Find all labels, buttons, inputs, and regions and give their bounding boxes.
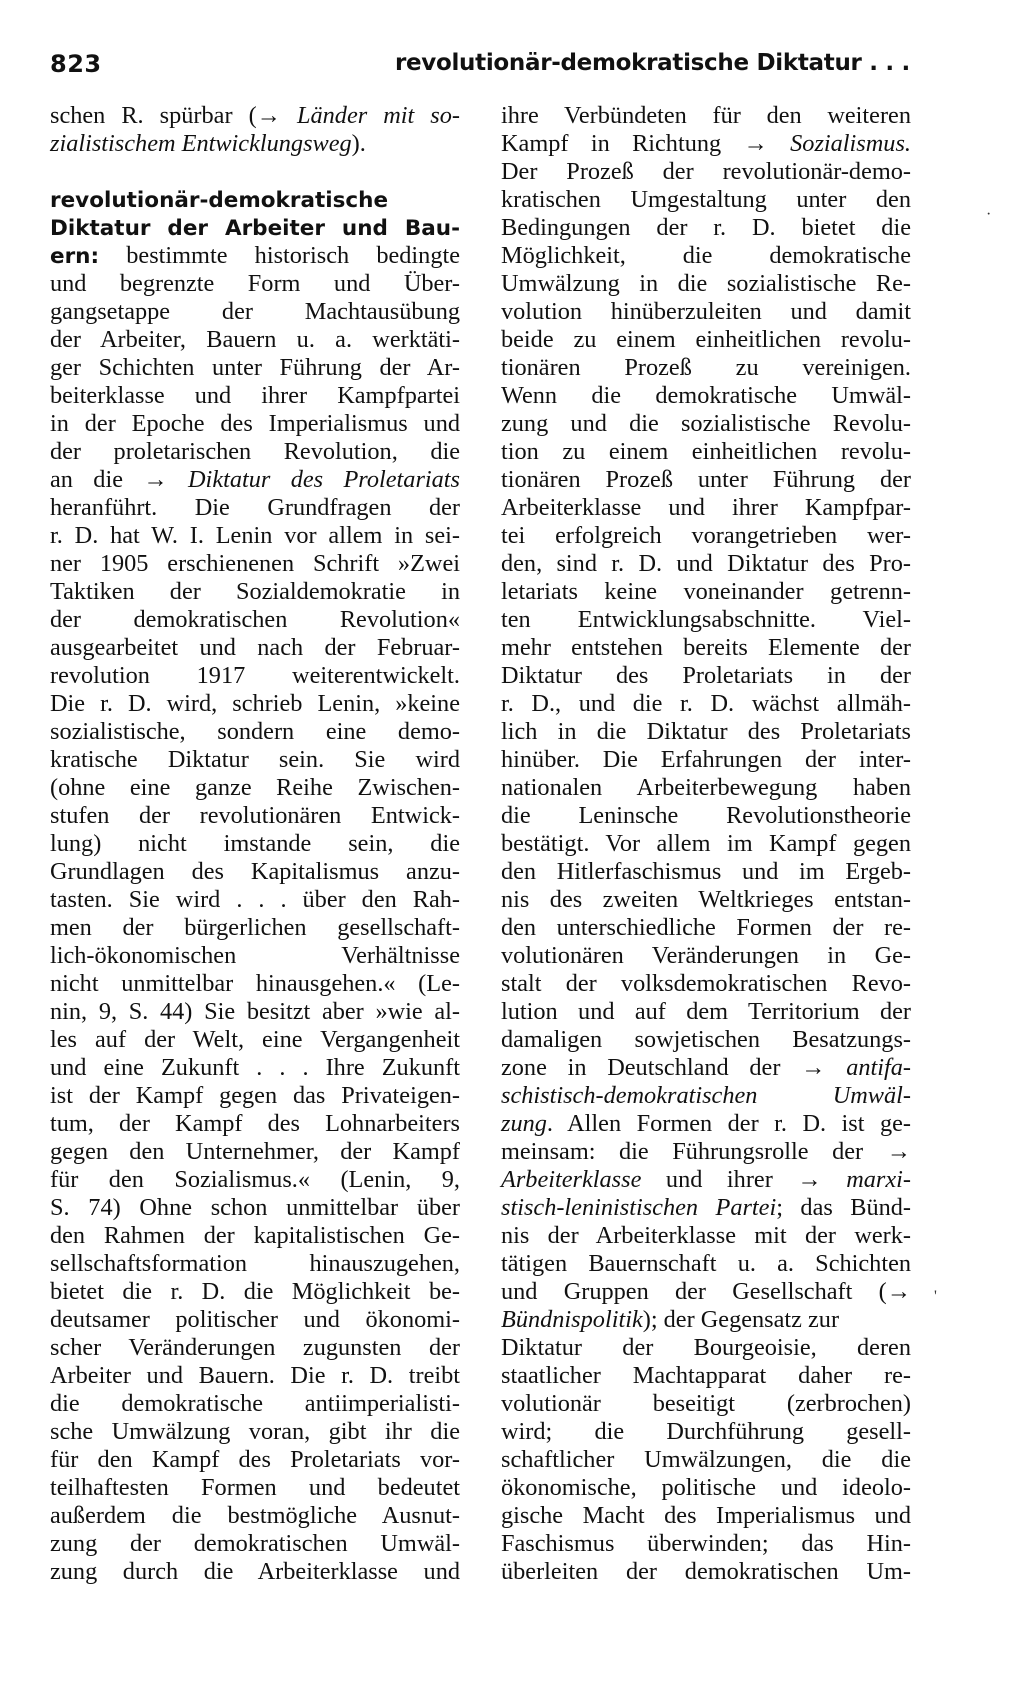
text-line [501,298,911,326]
text-line [501,634,911,662]
text-run: an die [50,466,144,493]
text-line [50,186,460,214]
text-line [501,1418,911,1446]
text-line [50,102,460,130]
text-line [501,802,911,830]
cross-reference: Sozialismus. [790,130,911,157]
text-line [501,578,911,606]
text-line [501,606,911,634]
text-run [768,130,790,157]
text-run: der demokratischen Revolution« [50,606,460,633]
cross-reference: Bündnispolitik [501,1306,643,1333]
text-line [501,858,911,886]
text-line [50,410,460,438]
text-run: beiterklasse und ihrer Kampfpartei [50,382,460,409]
text-line [50,522,460,550]
text-run: ). [351,130,366,157]
text-line [501,718,911,746]
text-line [50,1502,460,1530]
text-line [50,1474,460,1502]
text-run: hinüber. Die Erfahrungen der inter- [501,746,911,773]
text-run: sellschaftsformation hinauszugehen, [50,1250,460,1277]
cross-reference: antifa- [846,1054,911,1081]
text-run: die Leninsche Revolutionstheorie [501,802,911,829]
text-run [822,1166,847,1193]
text-run: r. D., und die r. D. wächst allmäh- [501,690,911,717]
text-line [501,1082,911,1110]
text-run: Bedingungen der r. D. bietet die [501,214,911,241]
entry-headword: Diktatur der Arbeiter und Bau- [50,216,460,241]
text-run: deutsamer politischer und ökonomi- [50,1306,460,1333]
text-line [50,970,460,998]
text-run: staatlicher Machtapparat daher re- [501,1362,911,1389]
text-line [501,158,911,186]
text-line [501,1054,911,1082]
text-line [501,1474,911,1502]
text-run: den, sind r. D. und Diktatur des Pro- [501,550,911,577]
text-line [50,326,460,354]
cross-reference: Arbeiterklasse [501,1166,642,1193]
text-line [501,1222,911,1250]
cross-reference: marxi- [846,1166,911,1193]
cross-reference: → [256,102,281,129]
text-line [501,242,911,270]
text-line [50,830,460,858]
text-run: gegen den Unternehmer, der Kampf [50,1138,460,1165]
text-line [50,1054,460,1082]
text-line [50,1530,460,1558]
text-run: . Allen Formen der r. D. ist ge- [546,1110,911,1137]
text-line [50,130,460,158]
text-run: S. 74) Ohne schon unmittelbar über [50,1194,460,1221]
text-line [50,1334,460,1362]
text-run: lung) nicht imstande sein, die [50,830,460,857]
text-line [501,970,911,998]
text-line [501,1334,911,1362]
text-line [50,270,460,298]
text-run: letariats keine voneinander getrenn- [501,578,911,605]
text-run: den unterschiedliche Formen der re- [501,914,911,941]
entry-headword: revolutionär-demokratische [50,188,389,213]
text-run: ten Entwicklungsabschnitte. Viel- [501,606,911,633]
text-line [501,1166,911,1194]
text-line [501,186,911,214]
text-run: lich-ökonomischen Verhältnisse [50,942,460,969]
text-run: wird; die Durchführung gesell- [501,1418,911,1445]
cross-reference: zung [501,1110,547,1137]
text-run: heranführt. Die Grundfragen der [50,494,460,521]
text-run: nin, 9, S. 44) Sie besitzt aber »wie al- [50,998,460,1025]
cross-reference: → [797,1166,822,1193]
text-line [501,354,911,382]
text-line [501,1278,911,1306]
page-header [50,50,910,86]
text-run [825,1054,846,1081]
text-line [501,494,911,522]
cross-reference: Länder mit so- [297,102,461,129]
text-run: nis der Arbeiterklasse mit der werk- [501,1222,911,1249]
text-run: damaligen sowjetischen Besatzungs- [501,1026,911,1053]
text-line [501,1306,911,1334]
text-run: zung und die sozialistische Revolu- [501,410,911,437]
text-run: und begrenzte Form und Über- [50,270,460,297]
text-line [50,466,460,494]
text-run: kratischen Umgestaltung unter den [501,186,911,213]
text-run: les auf der Welt, eine Vergangenheit [50,1026,460,1053]
text-run: Faschismus überwinden; das Hin- [501,1530,911,1557]
text-line [50,1418,460,1446]
text-line [50,1138,460,1166]
cross-reference: → [886,1138,911,1165]
text-run: nationalen Arbeiterbewegung haben [501,774,911,801]
text-run: r. D. hat W. I. Lenin vor allem in sei- [50,522,460,549]
text-line [50,858,460,886]
text-run: nis des zweiten Weltkrieges entstan- [501,886,911,913]
text-line [501,326,911,354]
text-run: Der Prozeß der revolutionär-demo- [501,158,911,185]
text-line [50,1222,460,1250]
cross-reference: → [886,1278,911,1305]
text-run: den Hitlerfaschismus und im Ergeb- [501,858,911,885]
text-line [50,606,460,634]
cross-reference: → [143,466,168,493]
text-run: tion zu einem einheitlichen revolu- [501,438,911,465]
text-line [501,1362,911,1390]
text-run: teilhaftesten Formen und bedeutet [50,1474,460,1501]
text-run: revolution 1917 weiterentwickelt. [50,662,460,689]
text-line [501,1530,911,1558]
cross-reference: zialistischem Entwicklungsweg [50,130,352,157]
text-line [50,1194,460,1222]
text-line [50,298,460,326]
cross-reference: → [801,1054,826,1081]
text-run: gangsetappe der Machtausübung [50,298,460,325]
text-run: sche Umwälzung voran, gibt ihr die [50,1418,460,1445]
text-line [50,438,460,466]
text-line [501,522,911,550]
cross-reference: Diktatur des Proletariats [188,466,460,493]
text-run [168,466,188,493]
text-line [50,1110,460,1138]
page-number: 823 [50,50,102,78]
text-line [501,662,911,690]
text-run: tum, der Kampf des Lohnarbeiters [50,1110,460,1137]
text-line [501,1026,911,1054]
text-line [501,1110,911,1138]
text-run: und Gruppen der Gesellschaft ( [501,1278,887,1305]
text-line [501,942,911,970]
text-run: Möglichkeit, die demokratische [501,242,911,269]
text-line [501,746,911,774]
text-line [501,998,911,1026]
text-run: den Rahmen der kapitalistischen Ge- [50,1222,460,1249]
text-run: bietet die r. D. die Möglichkeit be- [50,1278,460,1305]
text-line [501,1250,911,1278]
text-line [50,914,460,942]
text-line [501,130,911,158]
left-column [50,102,460,1586]
text-run: der proletarischen Revolution, die [50,438,460,465]
text-run: Die r. D. wird, schrieb Lenin, »keine [50,690,460,717]
text-line [50,662,460,690]
text-line [501,270,911,298]
text-run: Kampf in Richtung [501,130,744,157]
text-line [50,746,460,774]
text-run: mehr entstehen bereits Elemente der [501,634,911,661]
text-run: Arbeiterklasse und ihrer Kampfpar- [501,494,911,521]
text-line [50,886,460,914]
text-run: ger Schichten unter Führung der Ar- [50,354,460,381]
text-run: kratische Diktatur sein. Sie wird [50,746,460,773]
text-run: Taktiken der Sozialdemokratie in [50,578,460,605]
text-line [50,998,460,1026]
text-run: ; das Bünd- [776,1194,912,1221]
text-run: nicht unmittelbar hinausgehen.« (Le- [50,970,460,997]
text-run: die demokratische antiimperialisti- [50,1390,460,1417]
text-run: volutionären Veränderungen in Ge- [501,942,911,969]
text-run: ); der Gegensatz zur [642,1306,840,1333]
text-line [501,774,911,802]
text-run: ökonomische, politische und ideolo- [501,1474,911,1501]
right-column [501,102,911,1586]
text-run: ner 1905 erschienenen Schrift »Zwei [50,550,460,577]
text-line [501,102,911,130]
text-run: (ohne eine ganze Reihe Zwischen- [50,774,460,801]
text-run: tasten. Sie wird . . . über den Rah- [50,886,460,913]
text-line [501,886,911,914]
text-line [501,382,911,410]
text-run: tätigen Bauernschaft u. a. Schichten [501,1250,911,1277]
text-run: tionären Prozeß zu vereinigen. [501,354,911,381]
text-run: und ihrer [641,1166,798,1193]
text-run: bestimmte historisch bedingte [99,242,460,269]
text-line [501,438,911,466]
text-line [50,1026,460,1054]
text-run: in der Epoche des Imperialismus und [50,410,460,437]
text-run: Wenn die demokratische Umwäl- [501,382,911,409]
text-run: der Arbeiter, Bauern u. a. werktäti- [50,326,460,353]
text-line [50,690,460,718]
text-line [50,1390,460,1418]
text-line [501,410,911,438]
text-line [50,494,460,522]
text-run: ausgearbeitet und nach der Februar- [50,634,460,661]
text-run: beide zu einem einheitlichen revolu- [501,326,911,353]
text-run: tionären Prozeß unter Führung der [501,466,911,493]
text-line [50,214,460,242]
text-line [501,1502,911,1530]
text-run: lution und auf dem Territorium der [501,998,911,1025]
text-line [50,550,460,578]
text-line [501,466,911,494]
print-speck: ' [934,1288,937,1305]
text-line [50,1166,460,1194]
print-speck: · [986,206,992,223]
text-line [501,214,911,242]
text-run: Diktatur des Proletariats in der [501,662,911,689]
cross-reference: schistisch-demokratischen Umwäl- [501,1082,911,1109]
text-line [501,1446,911,1474]
text-run: zung der demokratischen Umwäl- [50,1530,460,1557]
text-line [501,1390,911,1418]
text-line [50,382,460,410]
text-run: stalt der volksdemokratischen Revo- [501,970,911,997]
text-run: für den Sozialismus.« (Lenin, 9, [50,1166,460,1193]
text-line [50,1558,460,1586]
text-line [50,578,460,606]
text-run: men der bürgerlichen gesellschaft- [50,914,460,941]
text-line [501,690,911,718]
text-run: Arbeiter und Bauern. Die r. D. treibt [50,1362,460,1389]
text-run: volutionär beseitigt (zerbrochen) [501,1390,911,1417]
text-run: für den Kampf des Proletariats vor- [50,1446,460,1473]
text-line [501,1558,911,1586]
text-line [50,1306,460,1334]
text-run: sozialistische, sondern eine demo- [50,718,460,745]
text-run: volution hinüberzuleiten und damit [501,298,911,325]
text-line [50,774,460,802]
text-run: gische Macht des Imperialismus und [501,1502,911,1529]
text-line [50,718,460,746]
text-run: ihre Verbündeten für den weiteren [501,102,911,129]
text-run: zung durch die Arbeiterklasse und [50,1558,460,1585]
text-line [50,634,460,662]
text-line [501,550,911,578]
text-line [501,914,911,942]
text-line [50,1362,460,1390]
cross-reference: → [743,130,768,157]
text-line [50,802,460,830]
text-line [501,830,911,858]
text-line [501,1138,911,1166]
text-run: zone in Deutschland der [501,1054,802,1081]
running-head: revolutionär-demokratische Diktatur . . . [394,50,910,76]
text-run: lich in die Diktatur des Proletariats [501,718,911,745]
text-run: Umwälzung in die sozialistische Re- [501,270,911,297]
text-line [50,242,460,270]
text-run: bestätigt. Vor allem im Kampf gegen [501,830,911,857]
text-run: Grundlagen des Kapitalismus anzu- [50,858,460,885]
text-run: meinsam: die Führungsrolle der [501,1138,887,1165]
text-run: schaftlicher Umwälzungen, die die [501,1446,911,1473]
text-run: ist der Kampf gegen das Privateigen- [50,1082,460,1109]
text-line [50,354,460,382]
text-run: überleiten der demokratischen Um- [501,1558,911,1585]
text-line [50,1446,460,1474]
text-run: scher Veränderungen zugunsten der [50,1334,460,1361]
cross-reference: stisch-leninistischen Partei [501,1194,777,1221]
text-line [50,1278,460,1306]
text-run [281,102,297,129]
text-run: und eine Zukunft . . . Ihre Zukunft [50,1054,460,1081]
text-run: stufen der revolutionären Entwick- [50,802,460,829]
text-run: außerdem die bestmögliche Ausnut- [50,1502,460,1529]
paragraph-gap [50,158,460,186]
text-run: schen R. spürbar ( [50,102,257,129]
text-line [50,1082,460,1110]
entry-headword: ern: [50,244,100,269]
text-run: Diktatur der Bourgeoisie, deren [501,1334,911,1361]
text-line [50,942,460,970]
text-line [50,1250,460,1278]
text-run: tei erfolgreich vorangetrieben wer- [501,522,911,549]
text-line [501,1194,911,1222]
